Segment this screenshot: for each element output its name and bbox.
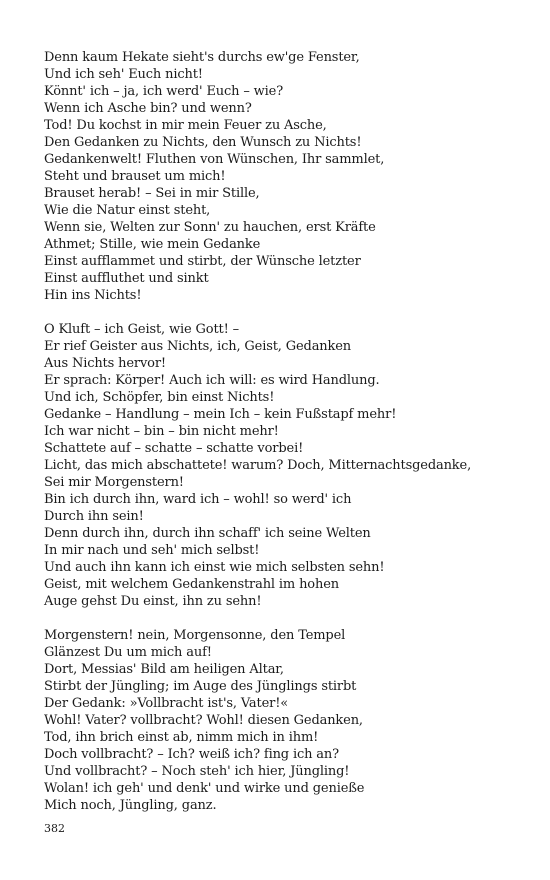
verse-line: Wenn sie, Welten zur Sonn' zu hauchen, erst Kräfte [44,220,376,235]
verse-line: Und auch ihn kann ich einst wie mich selbsten sehn! [44,560,385,575]
verse-line: Tod! Du kochst in mir mein Feuer zu Asche, [44,118,327,133]
verse-line: Wie die Natur einst steht, [44,203,211,218]
verse-line: Er sprach: Körper! Auch ich will: es wird Handlung. [44,373,380,388]
verse-line: Athmet; Stille, wie mein Gedanke [44,237,261,252]
verse-line: Auge gehst Du einst, ihn zu sehn! [44,594,262,609]
verse-line: Wenn ich Asche bin? und wenn? [44,101,252,116]
verse-line: O Kluft – ich Geist, wie Gott! – [44,322,239,337]
verse-line: Dort, Messias' Bild am heiligen Altar, [44,662,284,677]
verse-line: Gedanke – Handlung – mein Ich – kein Fußstapf mehr! [44,407,397,422]
verse-line: Stirbt der Jüngling; im Auge des Jünglings stirbt [44,679,357,694]
verse-line: Bin ich durch ihn, ward ich – wohl! so werd' ich [44,492,352,507]
verse-line: Licht, das mich abschattete! warum? Doch, Mitternachtsgedanke, [44,458,472,473]
stanza [44,627,524,814]
verse-line: Und ich seh' Euch nicht! [44,67,203,82]
verse-line: Durch ihn sein! [44,509,144,524]
verse-line: Aus Nichts hervor! [44,356,166,371]
verse-line: Wohl! Vater? vollbracht? Wohl! diesen Gedanken, [44,713,363,728]
verse-line: Denn durch ihn, durch ihn schaff' ich seine Welten [44,526,371,541]
verse-line: Der Gedank: »Vollbracht ist's, Vater!« [44,696,289,711]
verse-line: Morgenstern! nein, Morgensonne, den Tempel [44,628,346,643]
verse-line: Ich war nicht – bin – bin nicht mehr! [44,424,279,439]
verse-line: Glänzest Du um mich auf! [44,645,212,660]
verse-line: Und vollbracht? – Noch steh' ich hier, Jüngling! [44,764,350,779]
verse-line: Schattete auf – schatte – schatte vorbei! [44,441,304,456]
verse-line: Einst auffluthet und sinkt [44,271,209,286]
page-number: 382 [44,822,65,835]
verse-line: Hin ins Nichts! [44,288,142,303]
verse-line: Wolan! ich geh' und denk' und wirke und genieße [44,781,365,796]
verse-line: Denn kaum Hekate sieht's durchs ew'ge Fenster, [44,50,360,65]
verse-line: Brauset herab! – Sei in mir Stille, [44,186,260,201]
verse-line: Sei mir Morgenstern! [44,475,184,490]
verse-line: Geist, mit welchem Gedankenstrahl im hohen [44,577,339,592]
stanza [44,49,524,304]
verse-line: Und ich, Schöpfer, bin einst Nichts! [44,390,275,405]
stanza [44,321,524,610]
verse-line: In mir nach und seh' mich selbst! [44,543,260,558]
verse-line: Doch vollbracht? – Ich? weiß ich? fing ich an? [44,747,339,762]
verse-line: Er rief Geister aus Nichts, ich, Geist, Gedanken [44,339,352,354]
verse-line: Den Gedanken zu Nichts, den Wunsch zu Nichts! [44,135,362,150]
verse-line: Mich noch, Jüngling, ganz. [44,798,217,813]
verse-line: Einst aufflammet und stirbt, der Wünsche letzter [44,254,361,269]
verse-line: Tod, ihn brich einst ab, nimm mich in ihm! [44,730,319,745]
verse-line: Steht und brauset um mich! [44,169,226,184]
verse-line: Gedankenwelt! Fluthen von Wünschen, Ihr sammlet, [44,152,385,167]
poem-text [44,49,524,814]
verse-line: Könnt' ich – ja, ich werd' Euch – wie? [44,84,284,99]
